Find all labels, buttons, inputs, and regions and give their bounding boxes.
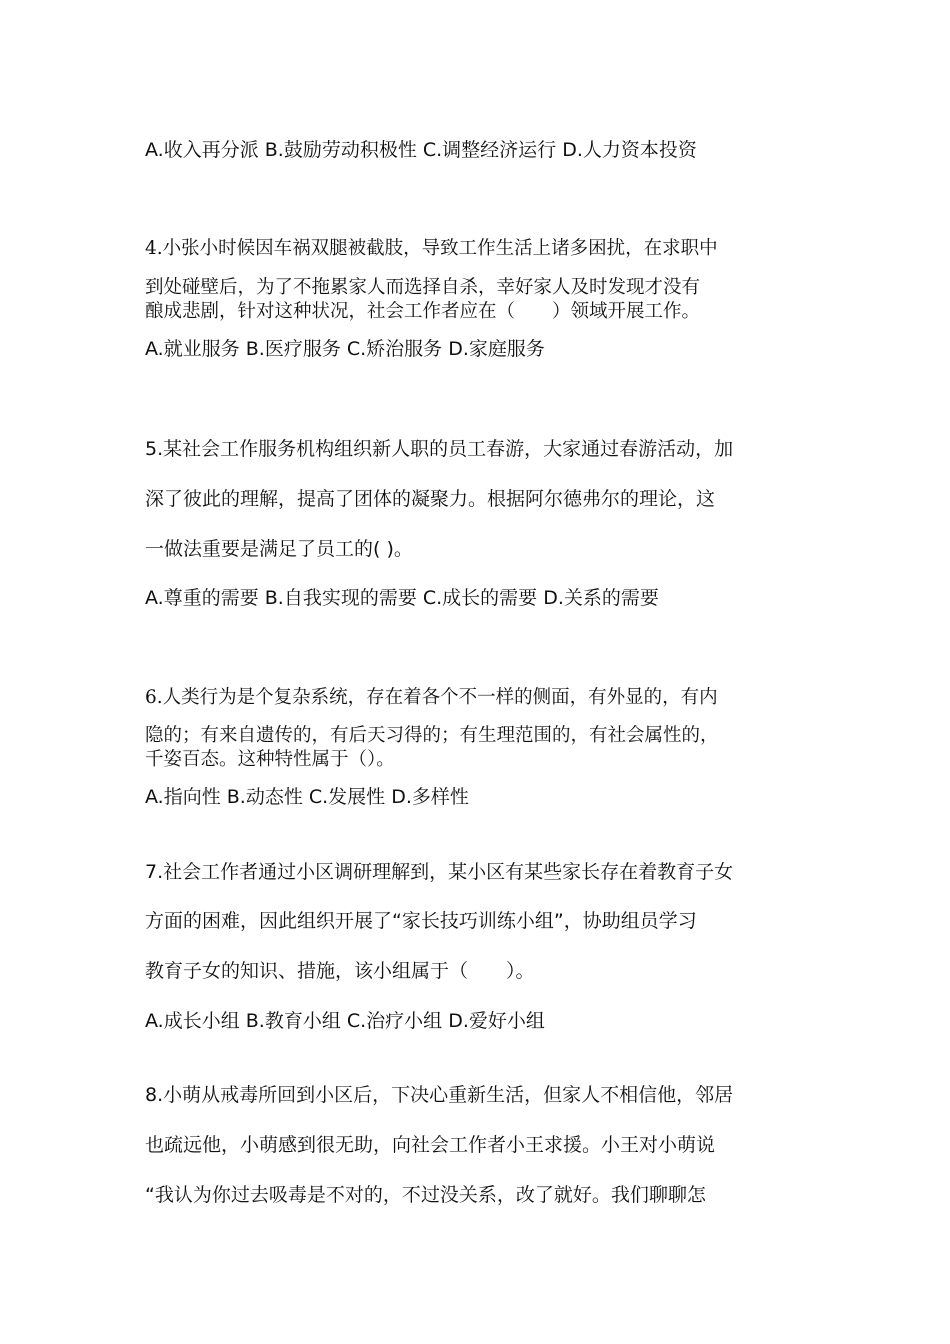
q6-options: A.指向性 B.动态性 C.发展性 D.多样性 <box>145 786 469 808</box>
q7-line-2: 方面的困难，因此组织开展了“家长技巧训练小组”，协助组员学习 <box>145 910 697 932</box>
q7-line-1: 7.社会工作者通过小区调研理解到，某小区有某些家长存在着教育子女 <box>145 861 734 883</box>
q4-line-1: 4.小张小时候因车祸双腿被截肢，导致工作生活上诸多困扰，在求职中 <box>145 238 718 259</box>
q5-line-1: 5.某社会工作服务机构组织新人职的员工春游，大家通过春游活动，加 <box>145 438 734 460</box>
q5-line-3: 一做法重要是满足了员工的( )。 <box>145 538 413 560</box>
q8-line-2: 也疏远他，小萌感到很无助，向社会工作者小王求援。小王对小萌说 <box>145 1134 716 1156</box>
q7-options: A.成长小组 B.教育小组 C.治疗小组 D.爱好小组 <box>145 1010 545 1032</box>
q4-options: A.就业服务 B.医疗服务 C.矫治服务 D.家庭服务 <box>145 338 545 360</box>
q3-options: A.收入再分派 B.鼓励劳动积极性 C.调整经济运行 D.人力资本投资 <box>145 139 697 161</box>
q5-options: A.尊重的需要 B.自我实现的需要 C.成长的需要 D.关系的需要 <box>145 587 659 609</box>
q4-line-3: 酿成悲剧，针对这种状况，社会工作者应在（ ）领域开展工作。 <box>145 301 701 322</box>
q6-line-3: 千姿百态。这种特性属于（）。 <box>145 749 395 770</box>
q8-line-3: “我认为你过去吸毒是不对的，不过没关系，改了就好。我们聊聊怎 <box>145 1184 706 1206</box>
q6-line-1: 6.人类行为是个复杂系统，存在着各个不一样的侧面，有外显的，有内 <box>145 687 718 708</box>
q4-line-2: 到处碰壁后，为了不拖累家人而选择自杀，幸好家人及时发现才没有 <box>145 277 701 298</box>
q6-line-2: 隐的；有来自遗传的，有后天习得的；有生理范围的，有社会属性的， <box>145 725 719 746</box>
q5-line-2: 深了彼此的理解，提高了团体的凝聚力。根据阿尔德弗尔的理论，这 <box>145 488 716 510</box>
q7-line-3: 教育子女的知识、措施，该小组属于（ ）。 <box>145 960 535 982</box>
q8-line-1: 8.小萌从戒毒所回到小区后，下决心重新生活，但家人不相信他，邻居 <box>145 1084 734 1106</box>
